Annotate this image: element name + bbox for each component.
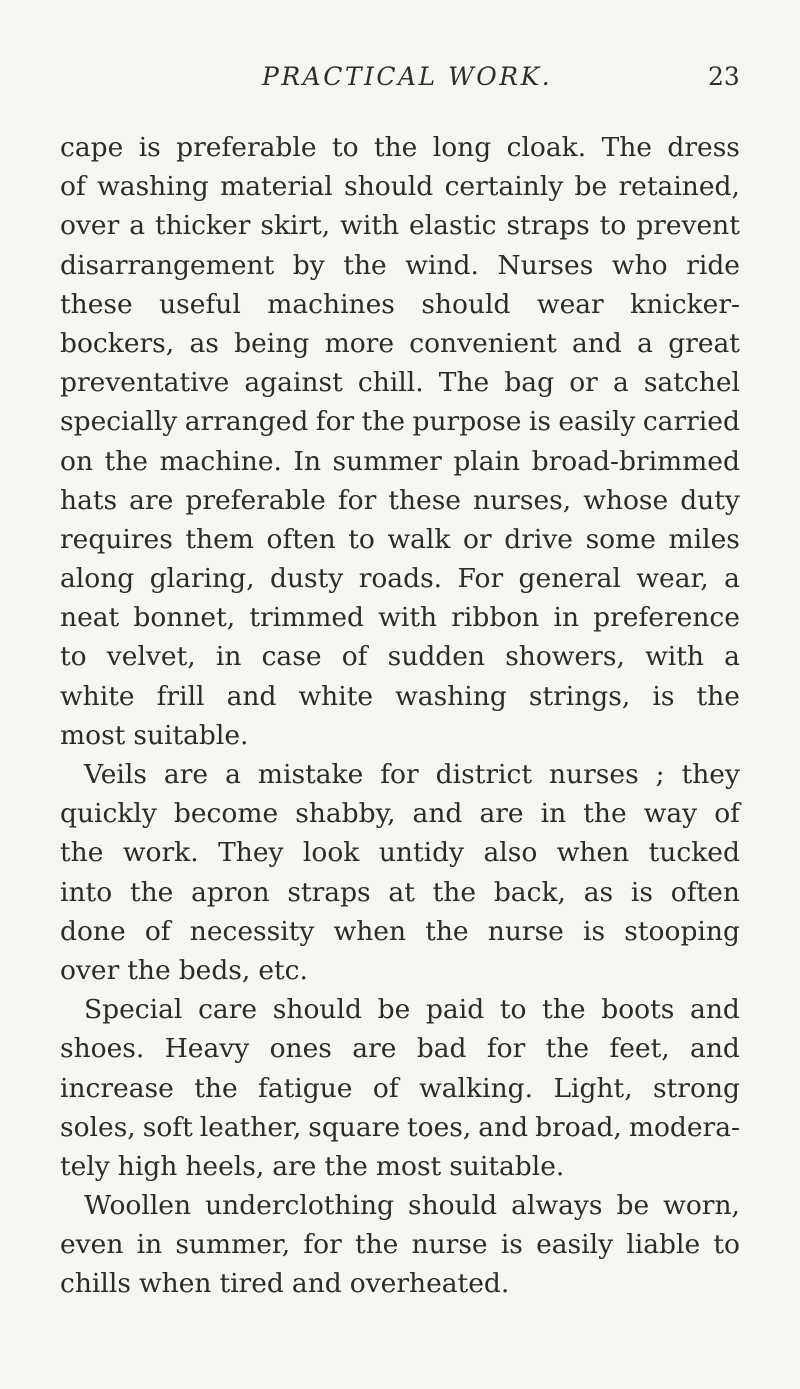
word: these xyxy=(388,484,461,516)
word: whose xyxy=(583,484,669,516)
word: wind. xyxy=(405,249,479,281)
word: the xyxy=(542,994,586,1026)
word: cape xyxy=(60,132,124,163)
word: ribbon xyxy=(451,602,540,634)
word: dress xyxy=(667,132,740,163)
word: sudden xyxy=(387,641,485,673)
word: at xyxy=(388,876,415,908)
word: wear, xyxy=(636,563,709,595)
word: always xyxy=(511,1190,603,1222)
word: nurses xyxy=(548,759,639,790)
word: The xyxy=(601,132,652,163)
word: broad-brimmed xyxy=(531,445,740,477)
word: be xyxy=(616,1190,650,1222)
text-line xyxy=(60,1225,740,1264)
text-line xyxy=(60,637,740,676)
word: great xyxy=(668,327,740,359)
word: necessity xyxy=(189,915,315,947)
word: disarrangement xyxy=(60,249,275,281)
word: of xyxy=(372,1072,399,1104)
word: miles xyxy=(668,523,740,555)
text-line xyxy=(60,1069,740,1108)
word: liable xyxy=(626,1229,701,1261)
word: is xyxy=(630,876,653,908)
word: feet, xyxy=(609,1033,670,1065)
text-line xyxy=(60,1108,740,1147)
word: machine. xyxy=(159,445,282,477)
word: apron xyxy=(191,876,270,908)
word: of xyxy=(341,641,368,673)
text-line xyxy=(60,206,740,245)
word: are xyxy=(163,759,209,790)
word: For xyxy=(457,563,504,595)
text-line xyxy=(60,363,740,402)
text-line xyxy=(60,990,740,1029)
word: the xyxy=(129,876,174,908)
word: the xyxy=(60,837,104,869)
word: and xyxy=(478,1111,529,1143)
text-line xyxy=(60,324,740,363)
word: thicker xyxy=(154,210,251,242)
word: over xyxy=(60,954,120,986)
word: to xyxy=(713,1229,740,1261)
word: they xyxy=(681,759,740,790)
word: are xyxy=(352,1033,397,1065)
word: suitable. xyxy=(449,1150,565,1182)
word: worn, xyxy=(663,1190,740,1222)
word: straps xyxy=(287,876,371,908)
word: and xyxy=(226,680,277,712)
word: with xyxy=(378,602,438,634)
word: soft xyxy=(142,1111,193,1143)
word: the xyxy=(373,132,418,163)
word: these xyxy=(60,288,133,320)
word: are xyxy=(129,484,174,516)
word: the xyxy=(361,406,406,438)
word: be xyxy=(377,994,411,1026)
word: paid xyxy=(425,994,485,1026)
word: retained, xyxy=(618,171,740,203)
word: washing xyxy=(395,680,507,712)
word: washing xyxy=(97,171,209,203)
word: of xyxy=(144,915,171,947)
running-title: PRACTICAL WORK. xyxy=(262,62,553,91)
word: bad xyxy=(416,1033,467,1065)
word: The xyxy=(438,367,490,399)
body-text xyxy=(60,128,740,1304)
word: fatigue xyxy=(258,1072,353,1104)
word: against xyxy=(244,367,343,399)
word: bonnet, xyxy=(133,602,236,634)
word: for xyxy=(315,406,355,438)
text-line xyxy=(60,481,740,520)
text-line xyxy=(60,716,740,755)
word: quickly xyxy=(60,798,157,830)
word: certainly xyxy=(444,171,564,203)
word: satchel xyxy=(643,367,740,399)
word: should xyxy=(421,288,511,320)
word: or xyxy=(463,523,492,555)
word: more xyxy=(324,327,394,359)
word: the xyxy=(127,954,171,986)
word: toes, xyxy=(406,1111,472,1143)
word: convenient xyxy=(409,327,557,359)
word: boots xyxy=(601,994,675,1026)
word: a xyxy=(129,210,146,242)
word: tucked xyxy=(648,837,740,869)
word: preference xyxy=(593,602,740,634)
word: with xyxy=(340,210,400,242)
text-line xyxy=(60,128,740,167)
word: the xyxy=(432,876,477,908)
word: when xyxy=(333,915,407,947)
word: Light, xyxy=(553,1072,633,1104)
word: useful xyxy=(159,288,241,320)
word: as xyxy=(189,327,219,359)
word: should xyxy=(408,1190,498,1222)
word: is xyxy=(652,680,675,712)
word: nurse xyxy=(411,1229,488,1261)
word: district xyxy=(435,759,532,790)
word: Woollen xyxy=(84,1190,192,1222)
word: being xyxy=(234,327,310,359)
word: tired xyxy=(219,1268,284,1300)
word: carried xyxy=(642,406,740,438)
word: with xyxy=(645,641,704,673)
word: and xyxy=(291,1268,342,1300)
word: work. xyxy=(122,837,199,869)
word: is xyxy=(583,915,606,947)
text-line xyxy=(60,1264,740,1303)
word: be xyxy=(574,171,608,203)
text-line xyxy=(60,873,740,912)
word: cloak. xyxy=(506,132,587,163)
word: the xyxy=(545,1033,590,1065)
word: become xyxy=(173,798,279,830)
word: walking. xyxy=(419,1072,534,1104)
word: neat xyxy=(60,602,120,634)
word: a xyxy=(724,563,740,595)
text-line xyxy=(60,559,740,598)
word: easily xyxy=(536,1229,614,1261)
word: way xyxy=(643,798,698,830)
word: hats xyxy=(60,484,118,516)
word: square xyxy=(308,1111,400,1143)
word: plain xyxy=(453,445,521,477)
word: for xyxy=(486,1033,526,1065)
text-line xyxy=(60,246,740,285)
word: the xyxy=(354,1229,399,1261)
word: Nurses xyxy=(497,249,594,281)
word: for xyxy=(380,759,419,790)
word: done xyxy=(60,915,126,947)
word: for xyxy=(337,484,377,516)
text-line xyxy=(60,402,740,441)
word: skirt, xyxy=(260,210,331,242)
word: knicker- xyxy=(630,288,740,320)
word: preferable xyxy=(185,484,326,516)
word: modera- xyxy=(628,1111,740,1143)
word: velvet, xyxy=(106,641,196,673)
word: should xyxy=(344,171,434,203)
text-line xyxy=(60,1029,740,1068)
word: material xyxy=(220,171,333,203)
word: requires xyxy=(60,523,173,555)
word: for xyxy=(303,1229,342,1261)
word: machines xyxy=(267,288,395,320)
text-line xyxy=(60,951,740,990)
word: prevent xyxy=(636,210,740,242)
word: etc. xyxy=(258,954,308,986)
word: bag xyxy=(504,367,555,399)
word: nurses, xyxy=(473,484,572,516)
word: to xyxy=(348,523,375,555)
word: to xyxy=(499,994,527,1026)
word: Special xyxy=(84,994,183,1026)
word: and xyxy=(690,1033,740,1065)
word: heels, xyxy=(185,1150,265,1182)
word: in xyxy=(553,602,580,634)
word: preferable xyxy=(176,132,317,163)
word: ; xyxy=(655,759,665,790)
word: often xyxy=(670,876,740,908)
word: of xyxy=(60,171,86,203)
word: in xyxy=(136,1229,163,1261)
word: summer xyxy=(332,445,442,477)
word: some xyxy=(585,523,656,555)
text-line xyxy=(60,598,740,637)
word: preventative xyxy=(60,367,230,399)
word: elastic xyxy=(408,210,497,242)
text-line xyxy=(60,677,740,716)
text-line xyxy=(60,520,740,559)
word: care xyxy=(198,994,258,1026)
word: frill xyxy=(156,680,205,712)
word: are xyxy=(479,798,524,830)
word: easily xyxy=(558,406,636,438)
word: shabby, xyxy=(295,798,396,830)
word: roads. xyxy=(358,563,443,595)
word: most xyxy=(375,1150,442,1182)
word: suitable. xyxy=(133,719,249,751)
word: soles, xyxy=(60,1111,136,1143)
word: underclothing xyxy=(205,1190,395,1222)
word: often xyxy=(266,523,336,555)
text-line xyxy=(60,912,740,951)
text-line xyxy=(60,1147,740,1186)
word: overheated. xyxy=(349,1268,510,1300)
word: is xyxy=(138,132,161,163)
word: showers, xyxy=(505,641,625,673)
word: by xyxy=(292,249,325,281)
word: wear xyxy=(536,288,604,320)
word: glaring, xyxy=(149,563,255,595)
word: is xyxy=(500,1229,523,1261)
word: nurse xyxy=(487,915,564,947)
word: and xyxy=(572,327,622,359)
word: walk xyxy=(387,523,451,555)
word: or xyxy=(569,367,598,399)
word: when xyxy=(556,837,630,869)
word: the xyxy=(104,445,148,477)
word: a xyxy=(612,367,629,399)
word: the xyxy=(324,1150,368,1182)
word: is xyxy=(528,406,551,438)
text-line xyxy=(60,833,740,872)
word: dusty xyxy=(269,563,344,595)
word: tely xyxy=(60,1150,110,1182)
text-line xyxy=(60,442,740,481)
word: and xyxy=(690,994,740,1026)
word: high xyxy=(117,1150,178,1182)
word: also xyxy=(483,837,538,869)
word: them xyxy=(185,523,254,555)
word: beds, xyxy=(178,954,251,986)
word: strong xyxy=(653,1072,740,1104)
word: on xyxy=(60,445,94,477)
word: general xyxy=(518,563,621,595)
word: In xyxy=(293,445,322,477)
word: should xyxy=(272,994,362,1026)
word: even xyxy=(60,1229,124,1261)
word: are xyxy=(272,1150,317,1182)
word: to xyxy=(60,641,87,673)
word: long xyxy=(432,132,492,163)
text-line xyxy=(60,1186,740,1225)
text-line xyxy=(60,167,740,206)
word: chills xyxy=(60,1268,131,1300)
word: increase xyxy=(60,1072,174,1104)
word: the xyxy=(194,1072,238,1104)
word: They xyxy=(218,837,284,869)
text-line xyxy=(60,755,740,794)
word: white xyxy=(298,680,374,712)
word: white xyxy=(60,680,135,712)
word: stooping xyxy=(624,915,740,947)
word: as xyxy=(583,876,614,908)
word: ones xyxy=(269,1033,332,1065)
word: trimmed xyxy=(249,602,365,634)
word: to xyxy=(331,132,359,163)
text-line xyxy=(60,285,740,324)
word: most xyxy=(60,719,126,751)
word: case xyxy=(261,641,322,673)
word: purpose xyxy=(412,406,522,438)
word: and xyxy=(412,798,463,830)
word: untidy xyxy=(378,837,465,869)
running-header xyxy=(0,62,800,96)
word: who xyxy=(611,249,668,281)
word: look xyxy=(302,837,360,869)
word: leather, xyxy=(199,1111,302,1143)
word: in xyxy=(215,641,242,673)
page-number: 23 xyxy=(708,62,740,91)
word: the xyxy=(425,915,469,947)
word: the xyxy=(343,249,387,281)
word: straps xyxy=(506,210,590,242)
word: a xyxy=(724,641,740,673)
word: specially xyxy=(60,406,178,438)
word: chill. xyxy=(357,367,424,399)
word: drive xyxy=(504,523,573,555)
word: Veils xyxy=(84,759,147,790)
word: bockers, xyxy=(60,327,175,359)
word: when xyxy=(138,1268,212,1300)
word: over xyxy=(60,210,120,242)
word: a xyxy=(225,759,241,790)
word: to xyxy=(599,210,627,242)
word: the xyxy=(696,680,740,712)
word: into xyxy=(60,876,113,908)
word: broad, xyxy=(535,1111,622,1143)
word: arranged xyxy=(184,406,309,438)
word: the xyxy=(583,798,627,830)
word: along xyxy=(60,563,135,595)
word: mistake xyxy=(257,759,364,790)
word: in xyxy=(540,798,567,830)
word: back, xyxy=(493,876,566,908)
word: shoes. xyxy=(60,1033,145,1065)
word: summer, xyxy=(175,1229,291,1261)
text-line xyxy=(60,794,740,833)
word: ride xyxy=(686,249,740,281)
word: Heavy xyxy=(164,1033,250,1065)
word: duty xyxy=(680,484,740,516)
word: a xyxy=(637,327,653,359)
word: of xyxy=(714,798,740,830)
word: strings, xyxy=(528,680,631,712)
